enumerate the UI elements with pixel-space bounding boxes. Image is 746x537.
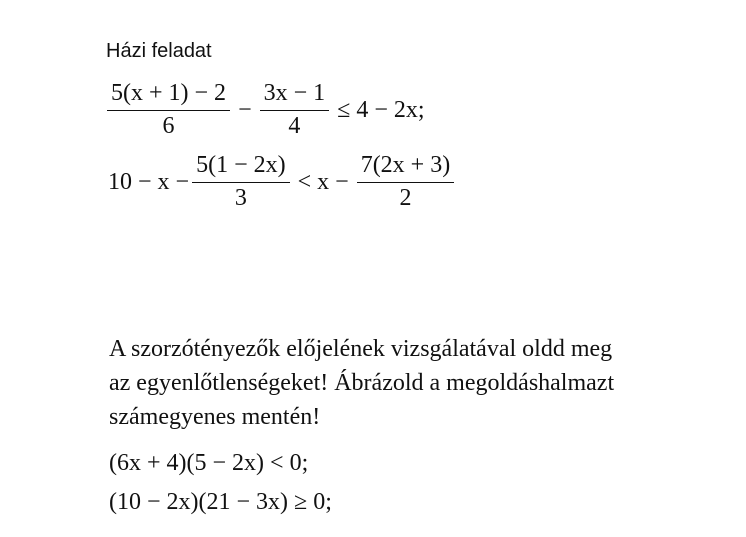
instruction-line-2: az egyenlőtlenségeket! Ábrázold a megoldáshalmazt (109, 370, 615, 396)
homework-title: Házi feladat (106, 40, 212, 62)
comparison-middle: < x − (297, 168, 349, 195)
fraction-3 (192, 152, 290, 212)
right-hand-side: ≤ 4 − 2x; (337, 96, 425, 123)
product-inequality-1: (6x + 4)(5 − 2x) < 0; (109, 450, 309, 476)
minus-operator: − (238, 96, 252, 123)
inequality-line-2 (108, 152, 457, 212)
fraction-1-denominator: 6 (162, 112, 175, 139)
fraction-3-numerator: 5(1 − 2x) (192, 152, 290, 183)
inequality-line-1 (104, 80, 430, 140)
fraction-4-denominator: 2 (399, 184, 412, 211)
product-inequality-2: (10 − 2x)(21 − 3x) ≥ 0; (109, 489, 332, 515)
instruction-line-3: számegyenes mentén! (109, 404, 321, 430)
fraction-3-denominator: 3 (234, 184, 247, 211)
fraction-2 (260, 80, 330, 140)
fraction-1 (107, 80, 230, 140)
left-hand-side: 10 − x − (108, 168, 190, 195)
fraction-2-numerator: 3x − 1 (260, 80, 330, 111)
fraction-1-numerator: 5(x + 1) − 2 (107, 80, 230, 111)
task-instruction (109, 332, 729, 434)
instruction-line-1: A szorzótényezők előjelének vizsgálatával oldd meg (109, 336, 613, 362)
fraction-2-denominator: 4 (288, 112, 301, 139)
fraction-4 (357, 152, 455, 212)
fraction-4-numerator: 7(2x + 3) (357, 152, 455, 183)
